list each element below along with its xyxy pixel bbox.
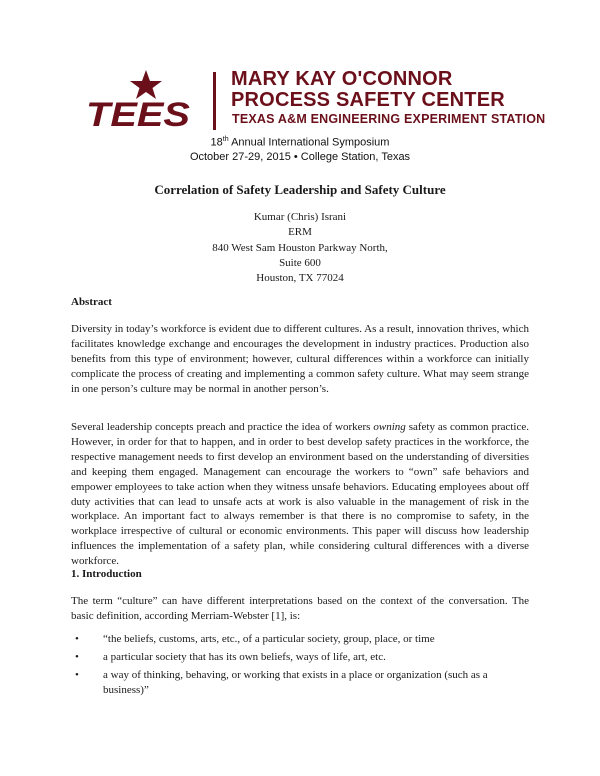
abstract-p2-start: Several leadership concepts preach and practice the idea of workers	[71, 421, 374, 433]
abstract-p2-rest: safety as common practice. However, in order for that to happen, and in order to best develop safety practices in the workforce, the respective management needs to first develop an environment based on the understanding of diversities and keeping them engaged. Management can encourage the workers to “own” safe behaviors and empower employees to take action when they witness unsafe behaviors. Educating employees about off duty activities that can lead to unsafe acts at work is also valuable in the management of risk in the workplace. An important fact to always remember is that there is no compromise to safety, in the workplace irrespective of cultural or economic environments. This paper will discuss how leadership influences the implementation of a safety plan, while considering cultural differences with a diverse workforce.	[71, 421, 529, 568]
header-divider	[213, 72, 216, 130]
list-item	[71, 668, 531, 698]
symposium-title	[0, 136, 600, 149]
bullet-icon: •	[75, 650, 79, 663]
bullet-icon: •	[75, 668, 79, 681]
bullet-icon: •	[75, 633, 79, 645]
org-name-line1: MARY KAY O'CONNOR	[231, 68, 453, 90]
author-address-line2: Suite 600	[279, 256, 321, 269]
author-affiliation: ERM	[288, 226, 312, 239]
org-subtitle: TEXAS A&M ENGINEERING EXPERIMENT STATION	[232, 112, 546, 126]
logo-star	[130, 70, 162, 99]
symposium-dates: October 27-29, 2015 • College Station, Texas	[189, 151, 411, 163]
abstract-paragraph-1: Diversity in today’s workforce is evident due to different cultures. As a result, innovation thrives, which facilitates knowledge exchange and encourages the development in industry practices. Production also benefits from this type of environment; however, cultural differences within a workforce can initially complicate the process of creating and implementing a common safety culture. What may seem strange in one person’s culture may be normal in another person’s.	[71, 323, 529, 395]
author-block	[0, 210, 600, 286]
list-item-text: a particular society that has its own beliefs, ways of life, art, etc.	[103, 650, 386, 663]
paper-title: Correlation of Safety Leadership and Safety Culture	[154, 182, 446, 197]
symposium-ordinal: th	[222, 136, 229, 143]
section-1-paragraph: The term “culture” can have different interpretations based on the context of the conversation. The basic definition, according Merriam-Webster [1], is:	[71, 595, 529, 622]
list-item	[71, 632, 531, 647]
definition-list	[71, 632, 531, 701]
author-address-line1: 840 West Sam Houston Parkway North,	[212, 241, 388, 254]
section-1-heading: 1. Introduction	[71, 568, 142, 580]
tees-logo	[84, 66, 194, 132]
list-item-text: a way of thinking, behaving, or working that exists in a place or organization (such as a business)”	[103, 668, 488, 696]
list-item-text: “the beliefs, customs, arts, etc., of a particular society, group, place, or time	[103, 633, 435, 645]
abstract-paragraph-2	[71, 420, 529, 569]
list-item	[71, 650, 531, 665]
abstract-heading: Abstract	[71, 296, 112, 308]
abstract-p2-emphasis: owning	[373, 421, 406, 433]
author-address-line3: Houston, TX 77024	[256, 272, 344, 285]
author-name: Kumar (Chris) Israni	[253, 211, 347, 223]
symposium-name: Annual International Symposium	[228, 136, 390, 149]
symposium-number: 18	[210, 136, 223, 149]
logo-text: TEES	[86, 96, 191, 132]
org-name-line2: PROCESS SAFETY CENTER	[231, 89, 505, 111]
